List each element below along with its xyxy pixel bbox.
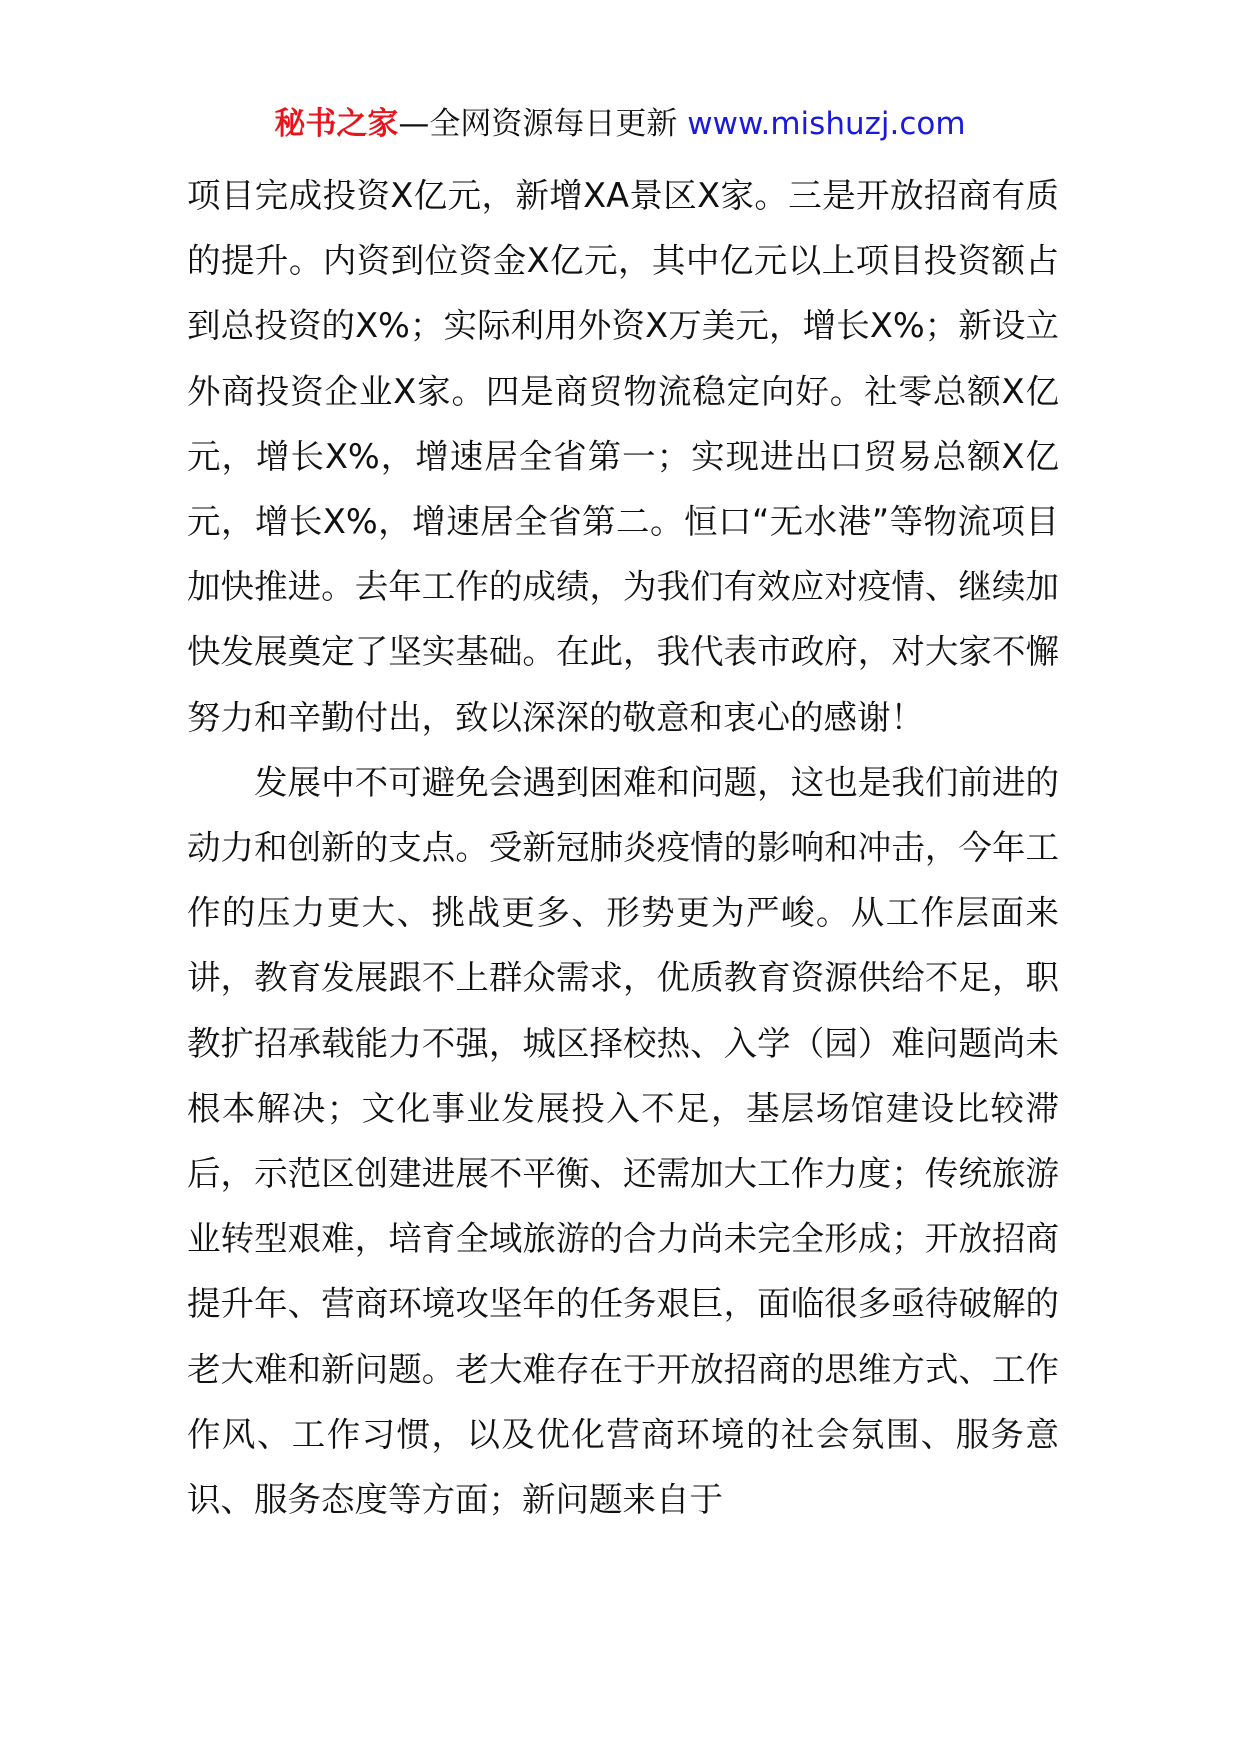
watermark-header	[0, 100, 1240, 148]
paragraph-continued: 项目完成投资X亿元，新增XA景区X家。三是开放招商有质的提升。内资到位资金X亿元，其中亿元以上项目投资额占到总投资的X%；实际利用外资X万美元，增长X%；新设立外商投资企业X家。四是商贸物流稳定向好。社零总额X亿元，增长X%，增速居全省第一；实现进出口贸易总额X亿元，增长X%，增速居全省第二。恒口“无水港”等物流项目加快推进。去年工作的成绩，为我们有效应对疫情、继续加快发展奠定了坚实基础。在此，我代表市政府，对大家不懈努力和辛勤付出，致以深深的敬意和衷心的感谢！	[187, 176, 1059, 737]
paragraph-difficulties: 发展中不可避免会遇到困难和问题，这也是我们前进的动力和创新的支点。受新冠肺炎疫情的影响和冲击，今年工作的压力更大、挑战更多、形势更为严峻。从工作层面来讲，教育发展跟不上群众需求，优质教育资源供给不足，职教扩招承载能力不强，城区择校热、入学（园）难问题尚未根本解决；文化事业发展投入不足，基层场馆建设比较滞后，示范区创建进展不平衡、还需加大工作力度；传统旅游业转型艰难，培育全域旅游的合力尚未完全形成；开放招商提升年、营商环境攻坚年的任务艰巨，面临很多亟待破解的老大难和新问题。老大难存在于开放招商的思维方式、工作作风、工作习惯，以及优化营商环境的社会氛围、服务意识、服务态度等方面；新问题来自于	[187, 762, 1059, 1520]
header-tagline: —全网资源每日更新	[398, 106, 678, 142]
document-body	[187, 163, 1059, 1532]
brand-name: 秘书之家	[274, 106, 399, 142]
site-url: www.mishuzj.com	[687, 106, 966, 142]
